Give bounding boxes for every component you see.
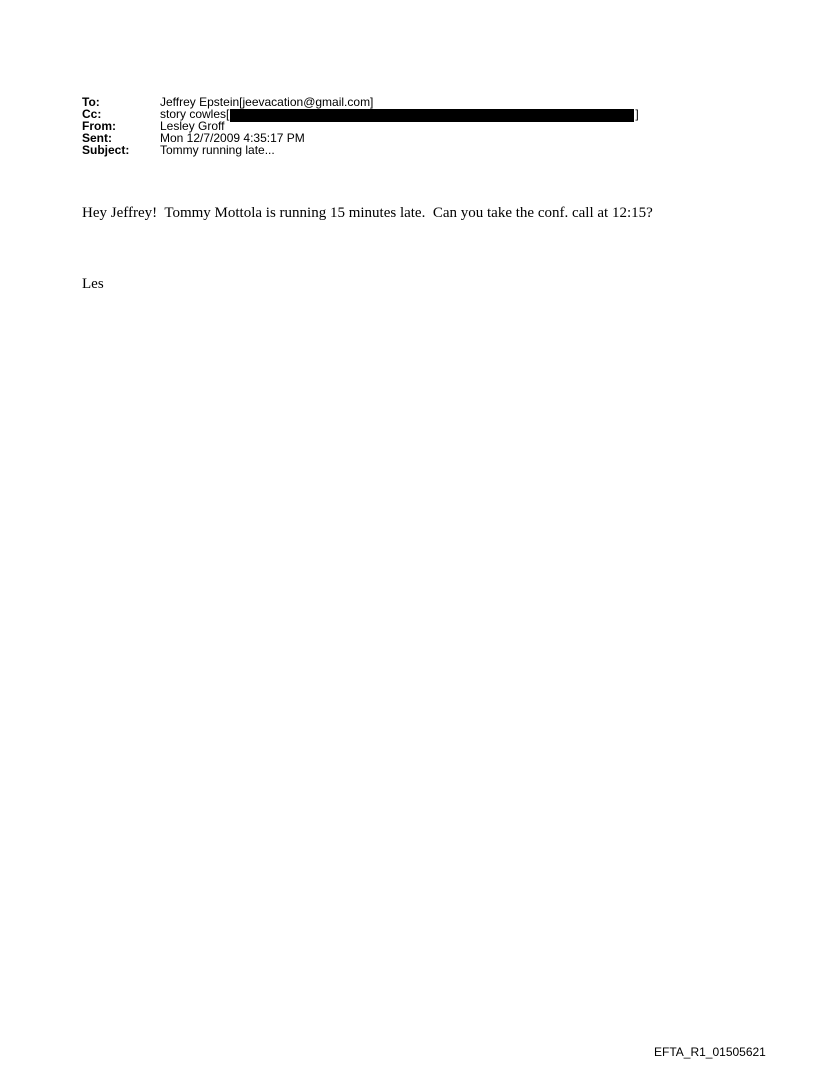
email-header [82, 96, 639, 156]
redaction-bar [230, 109, 634, 122]
cc-label: Cc: [82, 107, 102, 121]
cc-value [160, 108, 639, 120]
subject-row [82, 144, 639, 156]
subject-value: Tommy running late... [160, 143, 275, 157]
sent-label: Sent: [82, 131, 112, 145]
cc-value-suffix: ] [635, 107, 639, 121]
to-value: Jeffrey Epstein[jeevacation@gmail.com] [160, 95, 374, 109]
sent-value: Mon 12/7/2009 4:35:17 PM [160, 131, 305, 145]
from-value: Lesley Groff [160, 119, 225, 133]
email-signature: Les [82, 276, 104, 292]
subject-label: Subject: [82, 143, 130, 157]
to-label: To: [82, 95, 100, 109]
cc-value-prefix: story cowles[ [160, 107, 230, 121]
from-label: From: [82, 119, 116, 133]
email-body: Hey Jeffrey! Tommy Mottola is running 15 minutes late. Can you take the conf. call at 12:15? [82, 205, 653, 221]
document-id: EFTA_R1_01505621 [654, 1045, 766, 1059]
